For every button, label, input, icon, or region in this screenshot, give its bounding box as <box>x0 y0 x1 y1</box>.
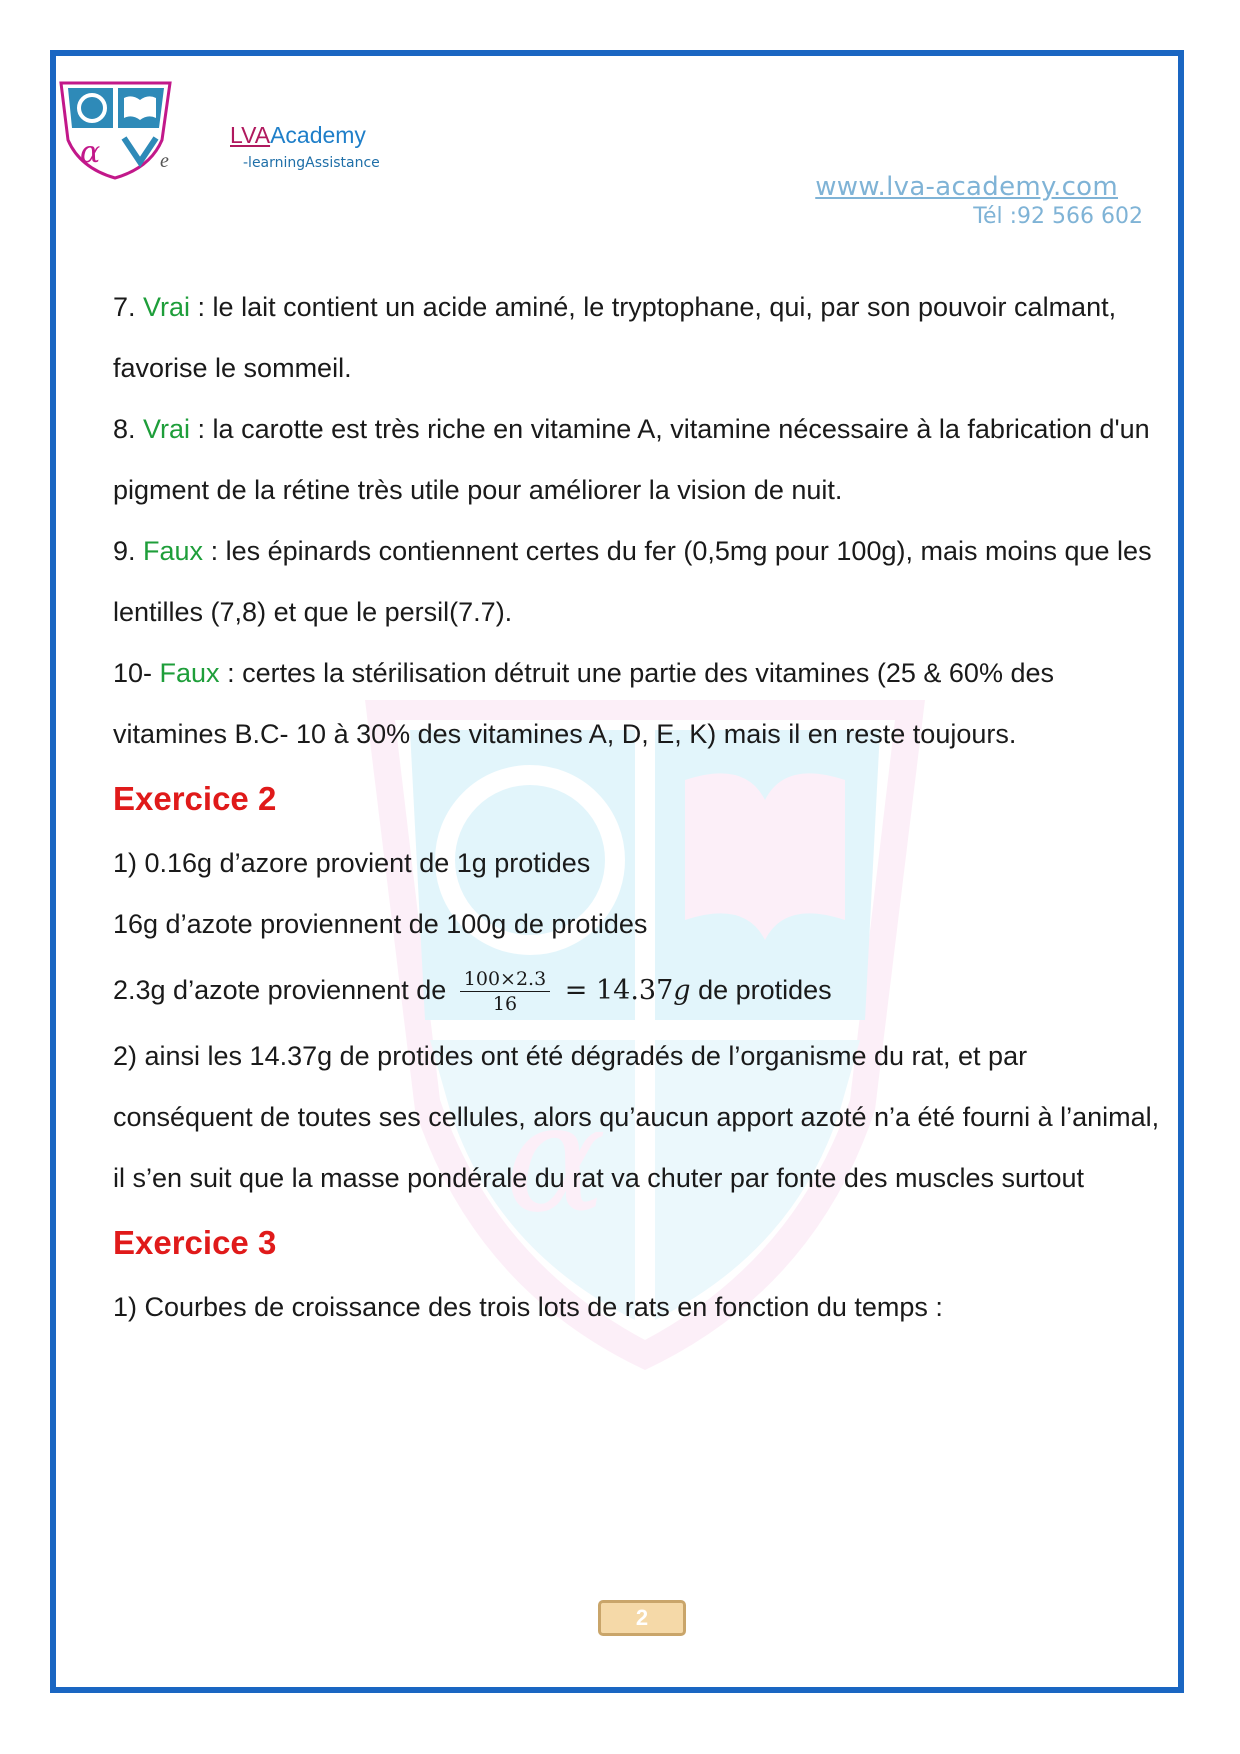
lva-logo-icon <box>58 80 173 180</box>
verdict: Vrai <box>143 414 191 444</box>
exercise-2-line-1: 1) 0.16g d’azore provient de 1g protides <box>113 848 591 878</box>
brand-lva: LVA <box>230 122 271 148</box>
logo-letter: e <box>160 150 169 172</box>
exercise-3-heading: Exercice 3 <box>113 1224 277 1261</box>
formula-result: = 14.37g <box>556 975 691 1006</box>
website-link[interactable]: www.lva-academy.com <box>815 172 1118 202</box>
svg-text:α: α <box>505 1072 607 1246</box>
fraction: $\frac{100\times 2.3}{16}$ <box>460 967 550 1016</box>
answer-item-8: 8. Vrai : la carotte est très riche en vitamine A, vitamine nécessaire à la fabrication d'un pigment de la rétine très utile pour améliorer la vision de nuit. <box>113 414 1150 505</box>
brand-name <box>230 122 366 149</box>
exercise-2-heading: Exercice 2 <box>113 780 277 817</box>
phone-number: Tél :92 566 602 <box>973 204 1143 229</box>
svg-text:α: α <box>80 135 101 170</box>
verdict: Vrai <box>143 292 191 322</box>
page-number: 2 <box>598 1600 686 1636</box>
verdict: Faux <box>143 536 204 566</box>
answer-item-9: 9. Faux : les épinards contiennent certes du fer (0,5mg pour 100g), mais moins que les lentilles (7,8) et que le persil(7.7). <box>113 536 1152 627</box>
verdict: Faux <box>159 658 220 688</box>
brand-tagline: -learningAssistance <box>243 155 380 171</box>
exercise-3-line-1: 1) Courbes de croissance des trois lots de rats en fonction du temps : <box>113 1292 943 1322</box>
answer-item-10: 10- Faux : certes la stérilisation détruit une partie des vitamines (25 & 60% des vitamines B.C- 10 à 30% des vitamines A, D, E, K) mais il en reste toujours. <box>113 658 1054 749</box>
exercise-2-formula: 2.3g d’azote proviennent de $\frac{100\times 2.3}{16}$ = 14.37g de protides <box>113 968 832 1016</box>
answer-item-7: 7. Vrai : le lait contient un acide aminé, le tryptophane, qui, par son pouvoir calmant, favorise le sommeil. <box>113 292 1117 383</box>
exercise-2-line-4: 2) ainsi les 14.37g de protides ont été dégradés de l’organisme du rat, et par conséquent de toutes ses cellules, alors qu’aucun apport azoté n’a été fourni à l’animal, il s’en suit que la masse pondérale du rat va chuter par fonte des muscles surtout <box>113 1041 1160 1193</box>
exercise-2-line-2: 16g d’azote proviennent de 100g de protides <box>113 909 648 939</box>
brand-academy: Academy <box>270 122 366 148</box>
page-content <box>113 277 1173 1338</box>
